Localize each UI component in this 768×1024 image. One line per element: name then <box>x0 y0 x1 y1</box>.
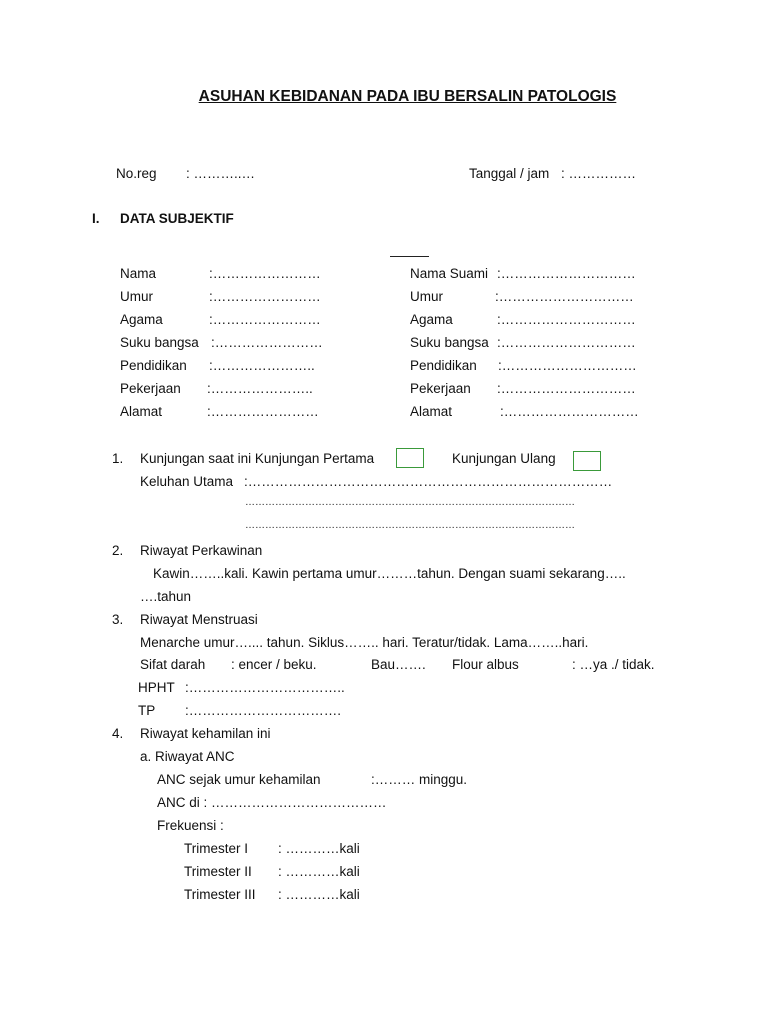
hpht-field[interactable]: :…………………………….. <box>185 680 345 695</box>
section-title: DATA SUBJEKTIF <box>120 211 234 226</box>
flour-albus-label: Flour albus <box>452 657 519 672</box>
umur-suami-field[interactable]: :………………………… <box>495 289 634 304</box>
perkawinan-line-1[interactable]: Kawin……..kali. Kawin pertama umur………tahun. Dengan suami sekarang….. <box>153 566 626 581</box>
keluhan-utama-label: Keluhan Utama <box>140 474 234 489</box>
keluhan-utama-line-2[interactable]: ……………………………………………………………………………………… <box>245 497 575 508</box>
trimester-2-label: Trimester II <box>184 864 252 879</box>
keluhan-utama-line-3[interactable]: ……………………………………………………………………………………… <box>245 520 575 531</box>
perkawinan-line-2[interactable]: ….tahun <box>140 589 192 604</box>
pendidikan-field[interactable]: :………………….. <box>209 358 315 373</box>
noreg-value[interactable]: : ………..… <box>186 166 256 181</box>
page-title: ASUHAN KEBIDANAN PADA IBU BERSALIN PATOLOGIS <box>198 88 617 105</box>
nama-suami-label: Nama Suami <box>410 266 489 281</box>
sifat-darah-label: Sifat darah <box>140 657 206 672</box>
riwayat-menstruasi-title: Riwayat Menstruasi <box>140 612 258 627</box>
tp-label: TP <box>138 703 156 718</box>
pendidikan-suami-label: Pendidikan <box>410 358 477 373</box>
flour-albus-field[interactable]: : …ya ./ tidak. <box>572 657 655 672</box>
riwayat-kehamilan-title: Riwayat kehamilan ini <box>140 726 271 741</box>
suku-bangsa-field[interactable]: :…………………… <box>211 335 323 350</box>
umur-label: Umur <box>120 289 153 304</box>
kunjungan-pertama-label: Kunjungan saat ini Kunjungan Pertama <box>140 451 375 466</box>
item-number-4: 4. <box>112 726 124 741</box>
tanggal-label: Tanggal / jam <box>469 166 550 181</box>
umur-field[interactable]: :…………………… <box>209 289 321 304</box>
item-number-1: 1. <box>112 451 124 466</box>
suku-bangsa-suami-label: Suku bangsa <box>410 335 489 350</box>
pekerjaan-label: Pekerjaan <box>120 381 181 396</box>
tp-field[interactable]: :……………………………. <box>185 703 342 718</box>
bau-field[interactable]: Bau……. <box>371 657 426 672</box>
nama-field[interactable]: :…………………… <box>209 266 321 281</box>
section-number: I. <box>92 211 100 226</box>
kunjungan-pertama-checkbox[interactable] <box>396 448 424 468</box>
anc-umur-field[interactable]: :……… minggu. <box>371 772 468 787</box>
riwayat-anc-subtitle: a. Riwayat ANC <box>140 749 235 764</box>
kunjungan-ulang-label: Kunjungan Ulang <box>452 451 556 466</box>
alamat-suami-label: Alamat <box>410 404 453 419</box>
agama-suami-field[interactable]: :………………………… <box>497 312 636 327</box>
suku-bangsa-suami-field[interactable]: :………………………… <box>497 335 636 350</box>
pekerjaan-field[interactable]: :………………….. <box>207 381 313 396</box>
item-number-3: 3. <box>112 612 124 627</box>
alamat-suami-field[interactable]: :………………………… <box>500 404 639 419</box>
menarche-line[interactable]: Menarche umur….... tahun. Siklus…….. hari. Teratur/tidak. Lama……..hari. <box>140 635 589 650</box>
trimester-1-field[interactable]: : …………kali <box>278 841 360 856</box>
riwayat-perkawinan-title: Riwayat Perkawinan <box>140 543 263 558</box>
pendidikan-suami-field[interactable]: :………………………… <box>498 358 637 373</box>
agama-suami-label: Agama <box>410 312 453 327</box>
divider <box>390 256 429 257</box>
alamat-field[interactable]: :…………………… <box>207 404 319 419</box>
agama-field[interactable]: :…………………… <box>209 312 321 327</box>
agama-label: Agama <box>120 312 163 327</box>
frekuensi-label: Frekuensi : <box>157 818 224 833</box>
hpht-label: HPHT <box>138 680 175 695</box>
tanggal-value[interactable]: : …………… <box>561 166 637 181</box>
anc-di-field[interactable]: ANC di : ………………………………… <box>157 795 387 810</box>
trimester-3-label: Trimester III <box>184 887 256 902</box>
anc-umur-label: ANC sejak umur kehamilan <box>157 772 321 787</box>
noreg-label: No.reg <box>116 166 157 181</box>
suku-bangsa-label: Suku bangsa <box>120 335 199 350</box>
pekerjaan-suami-field[interactable]: :………………………… <box>497 381 636 396</box>
nama-suami-field[interactable]: :………………………… <box>497 266 636 281</box>
trimester-2-field[interactable]: : …………kali <box>278 864 360 879</box>
item-number-2: 2. <box>112 543 124 558</box>
pendidikan-label: Pendidikan <box>120 358 187 373</box>
sifat-darah-field[interactable]: : encer / beku. <box>231 657 317 672</box>
nama-label: Nama <box>120 266 157 281</box>
keluhan-utama-field[interactable]: :……………………………………………………………………… <box>244 474 613 489</box>
alamat-label: Alamat <box>120 404 163 419</box>
trimester-3-field[interactable]: : …………kali <box>278 887 360 902</box>
trimester-1-label: Trimester I <box>184 841 248 856</box>
pekerjaan-suami-label: Pekerjaan <box>410 381 471 396</box>
umur-suami-label: Umur <box>410 289 443 304</box>
kunjungan-ulang-checkbox[interactable] <box>573 451 601 471</box>
